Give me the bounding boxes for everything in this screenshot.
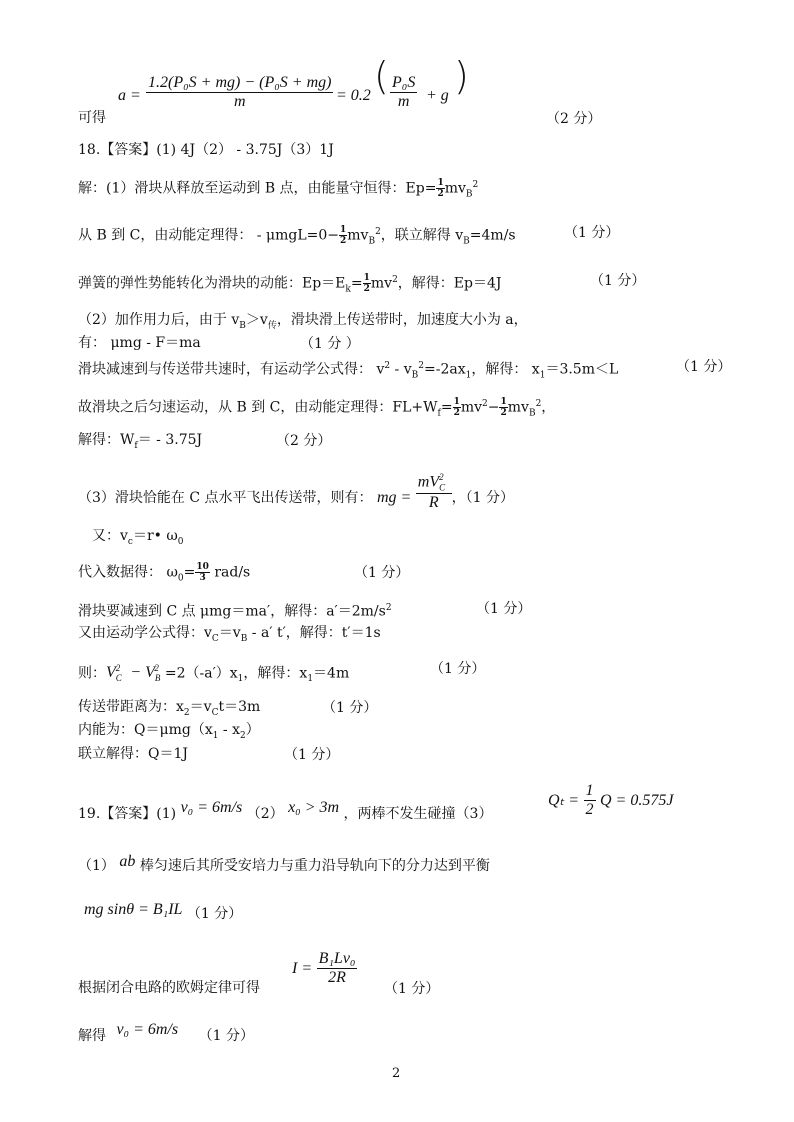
q18-line3-c: mv xyxy=(370,275,393,292)
q19-answer-f-lhs: Qₜ = xyxy=(548,791,580,809)
right-paren: ) xyxy=(454,54,469,98)
top-equation-denominator: m xyxy=(233,93,246,111)
q18-line11: 代入数据得： $\omega_0=$ $\frac{10}{3}$ rad/s xyxy=(78,562,251,584)
q19-line2-score: （1 分） xyxy=(186,906,243,922)
q18-line15-c: t＝3m xyxy=(218,699,261,715)
q18-line7: 故滑块之后匀速运动，从 B 到 C，由动能定理得：$FL+W_f=$ $\frac{1}{2}$ $mv^2-$ $\frac{1}{2}$ $mv_B^2$， xyxy=(78,397,556,419)
q18-line17-score: （1 分） xyxy=(284,747,340,763)
q18-line14: 则：$V_C^2 - V_B^2 =2(-a')x_1$，解得：$x_1=4m$ xyxy=(78,663,350,685)
q19-line4-a: 解得 xyxy=(78,1028,106,1044)
q18-line9-score: ，（1 分） xyxy=(451,490,514,507)
q18-line14-d: ＝4m xyxy=(313,665,350,682)
half-fraction: $\frac{1}{2}$ xyxy=(453,397,460,419)
q19-line2 xyxy=(84,901,243,924)
q18-line14-c: ，解得：x xyxy=(243,665,308,682)
q18-line3-b: = xyxy=(350,275,363,292)
q18-line2-c: ，联立解得 v xyxy=(380,227,464,244)
q18-line1-tail: mv xyxy=(444,180,466,197)
q18-line9-num: mV xyxy=(417,473,440,491)
q18-line6-b: - v xyxy=(390,361,412,378)
top-equation-score: （2 分） xyxy=(546,111,602,127)
q18-line2-d: =4m/s xyxy=(469,227,516,244)
q18-line7-c: mv xyxy=(460,399,483,416)
q19-answer-c: （2） xyxy=(246,806,284,822)
q18-line13: 又由运动学公式得：$v_C=v_B - a'$ t′，解得：t′＝1s xyxy=(78,625,381,644)
q19-answer-d: x₀ > 3m xyxy=(288,799,340,816)
top-equation-lead: 可得 xyxy=(78,110,106,126)
q18-line7-b: = xyxy=(440,399,453,416)
q18-line15-score: （1 分） xyxy=(322,700,378,716)
q18-line14-a: 则： xyxy=(78,665,106,682)
q19-answer-f-fraction: $\frac{1}{2}$ xyxy=(585,782,594,819)
q18-line4-c: ，滑块滑上传送带时，加速度大小为 a， xyxy=(276,312,528,328)
top-equation-inner-fraction xyxy=(390,74,417,112)
q18-line10: 又：$v_c=r•$ $\omega_0$ xyxy=(92,528,184,547)
q18-line12-score: （1 分） xyxy=(476,601,532,617)
q18-line8-b: ＝ - 3.75J xyxy=(137,432,203,448)
top-equation-lhs: a = xyxy=(118,87,141,104)
q19-answer-f xyxy=(548,782,673,820)
q18-answer: 18.【答案】(1) 4J（2） - 3.75J（3）1J xyxy=(78,142,334,158)
q19-line3-label: 根据闭合电路的欧姆定律可得 xyxy=(78,980,260,996)
q18-line11-b: = xyxy=(183,564,196,581)
ten-thirds-fraction: $\frac{10}{3}$ xyxy=(196,562,209,583)
half-fraction: $\frac{1}{2}$ xyxy=(363,273,370,295)
q18-line16-b: - x xyxy=(218,722,240,738)
q18-line8-score: （2 分） xyxy=(276,433,332,449)
q19-line3-fraction: $\frac{\text{B₁Lv₀}}{2R}$ xyxy=(318,950,356,987)
q18-line17: 联立解得：Q＝1J xyxy=(78,746,188,762)
q18-line16-a: 内能为：Q＝μmg（x xyxy=(78,722,213,738)
q18-line10-a: 又：v xyxy=(92,528,128,544)
q18-line6: 滑块减速到与传送带共速时，有运动学公式得： $v^2 - v_B^2=-2ax_1$，解得： $x_1=3.5m<L$ xyxy=(78,361,619,381)
q18-line13-a: 又由运动学公式得：v xyxy=(78,625,212,641)
half-fraction: $\frac{1}{2}$ xyxy=(437,178,444,200)
q19-line1-c: 棒匀速后其所受安培力与重力沿导轨向下的分力达到平衡 xyxy=(139,858,490,874)
q18-line7-d: − xyxy=(487,399,500,416)
q19-line3-score: （1 分） xyxy=(384,981,440,997)
q18-line4: （2）加作用力后，由于 $v_B>v_传$，滑块滑上传送带时，加速度大小为 a， xyxy=(78,312,528,331)
q18-line16: 内能为：$Q=\mu mg(x_1 - x_2)$ xyxy=(78,722,260,741)
q19-answer-e: ，两棒不发生碰撞（3） xyxy=(343,806,493,822)
q19-answer-f-rhs: Q = 0.575J xyxy=(599,791,674,809)
q18-line8-a: 解得：W xyxy=(78,432,135,448)
page-number: 2 xyxy=(392,1066,401,1081)
top-equation-inner-numerator: P₀S xyxy=(390,74,417,93)
half-fraction: $\frac{1}{2}$ xyxy=(500,397,507,419)
q18-line14-score: （1 分） xyxy=(430,661,486,677)
q18-line12-a: 滑块要减速到 C 点 μmg＝ma′，解得：a′＝2m/s xyxy=(78,603,386,620)
q19-line3-lhs: I = xyxy=(292,959,313,977)
q18-line8: 解得：$W_f= - 3.75J$ xyxy=(78,432,203,451)
q19-line4 xyxy=(78,1021,254,1046)
q18-line2-a: 从 B 到 C，由动能定理得： - μmgL=0− xyxy=(78,227,339,244)
q18-line6-e: ＝3.5m＜L xyxy=(545,361,619,378)
q18-line13-c: - a′ t′，解得：t′＝1s xyxy=(247,625,381,641)
q19-line1 xyxy=(78,853,490,876)
q18-line14-b: =2（-a′）x xyxy=(164,665,238,682)
q18-line11-score: （1 分） xyxy=(354,565,410,581)
q18-line16-c: ） xyxy=(245,722,260,738)
q18-line3-score: （1 分） xyxy=(590,273,646,289)
q18-line2-b: mv xyxy=(347,227,369,244)
q18-line9-eq-lhs: mg = xyxy=(376,489,412,507)
q18-line1-text: 解：(1）滑块从释放至运动到 B 点，由能量守恒得：Ep= xyxy=(78,180,437,197)
q18-line3-d: ，解得：Ep＝4J xyxy=(397,275,502,292)
q19-line1-a: （1） xyxy=(78,858,115,874)
q19-line1-b: ab xyxy=(119,853,136,870)
top-equation-mid: = 0.2 xyxy=(336,87,371,104)
q18-line10-b: ＝r• ω xyxy=(132,528,178,544)
q18-line7-e: mv xyxy=(507,399,529,416)
q19-answer-a: 19.【答案】(1) xyxy=(78,806,177,822)
q18-line9-den: R xyxy=(428,493,439,511)
top-equation-inner-denominator: m xyxy=(397,93,410,111)
top-equation-inner-tail: + g xyxy=(426,87,449,104)
q18-line6-d: ，解得： x xyxy=(471,361,540,378)
q18-line7-f: ， xyxy=(541,399,556,416)
q18-line4-a: （2）加作用力后，由于 v xyxy=(78,312,240,328)
q18-line9 xyxy=(78,472,514,518)
q18-line9-fraction: $\frac{mV_C^2}{R}$ xyxy=(416,472,452,512)
q18-line2: 从 B 到 C，由动能定理得： - μmgL=0− $\frac{1}{2}$ $mv_B^2$，联立解得 $v_B=4m/s$ xyxy=(78,225,516,247)
q18-line11-c: rad/s xyxy=(209,564,251,581)
q18-line7-a: 故滑块之后匀速运动，从 B 到 C，由动能定理得：FL+W xyxy=(78,399,438,416)
q18-line13-b: ＝v xyxy=(218,625,241,641)
q18-line15-b: ＝v xyxy=(189,699,212,715)
q18-line6-score: （1 分） xyxy=(676,359,732,375)
q18-line3-a: 弹簧的弹性势能转化为滑块的动能：Ep＝E xyxy=(78,275,346,292)
q19-line2-eq: mg sinθ = B₁IL xyxy=(84,901,183,918)
q18-line3: 弹簧的弹性势能转化为滑块的动能：$Ep=E_k=$ $\frac{1}{2}$ $mv^2$，解得：Ep＝4J xyxy=(78,273,502,295)
q18-line14-eq: $V_C^2 - V_B^2$ xyxy=(106,663,161,684)
q18-line6-c: =-2ax xyxy=(424,361,466,378)
top-equation-fraction xyxy=(146,74,333,112)
q18-line9-a: （3）滑块恰能在 C 点水平飞出传送带，则有： xyxy=(78,490,373,507)
q19-line4-score: （1 分） xyxy=(198,1028,254,1044)
q18-line5: 有： μmg - F＝ma xyxy=(78,335,201,351)
q18-line12: 滑块要减速到 C 点 μmg＝ma′，解得：$a'=2m/s^2$ xyxy=(78,603,392,620)
q18-line4-b: ＞v xyxy=(245,312,268,328)
q19-line4-eq: v₀ = 6m/s xyxy=(116,1021,179,1038)
q19-answer-b: v₀ = 6m/s xyxy=(180,799,243,816)
q19-answer xyxy=(78,799,493,824)
q18-line15-a: 传送带距离为：x xyxy=(78,699,184,715)
q18-line15: 传送带距离为：$x_2=v_Ct=3m$ xyxy=(78,699,261,718)
q18-line6-a: 滑块减速到与传送带共速时，有运动学公式得： v xyxy=(78,361,385,378)
q18-line2-score: （1 分） xyxy=(564,225,620,241)
q19-line3-eq xyxy=(292,950,357,988)
q18-line5-score: （1 分 ） xyxy=(300,336,360,352)
top-equation-numerator: 1.2(P₀S + mg) − (P₀S + mg) xyxy=(146,74,333,93)
half-fraction: $\frac{1}{2}$ xyxy=(339,225,347,247)
q18-line11-a: 代入数据得： ω xyxy=(78,564,178,581)
q18-line1: 解：(1）滑块从释放至运动到 B 点，由能量守恒得：Ep= $\frac{1}{2}$ $mv_B^2$ xyxy=(78,178,479,200)
left-paren: ( xyxy=(374,54,389,98)
